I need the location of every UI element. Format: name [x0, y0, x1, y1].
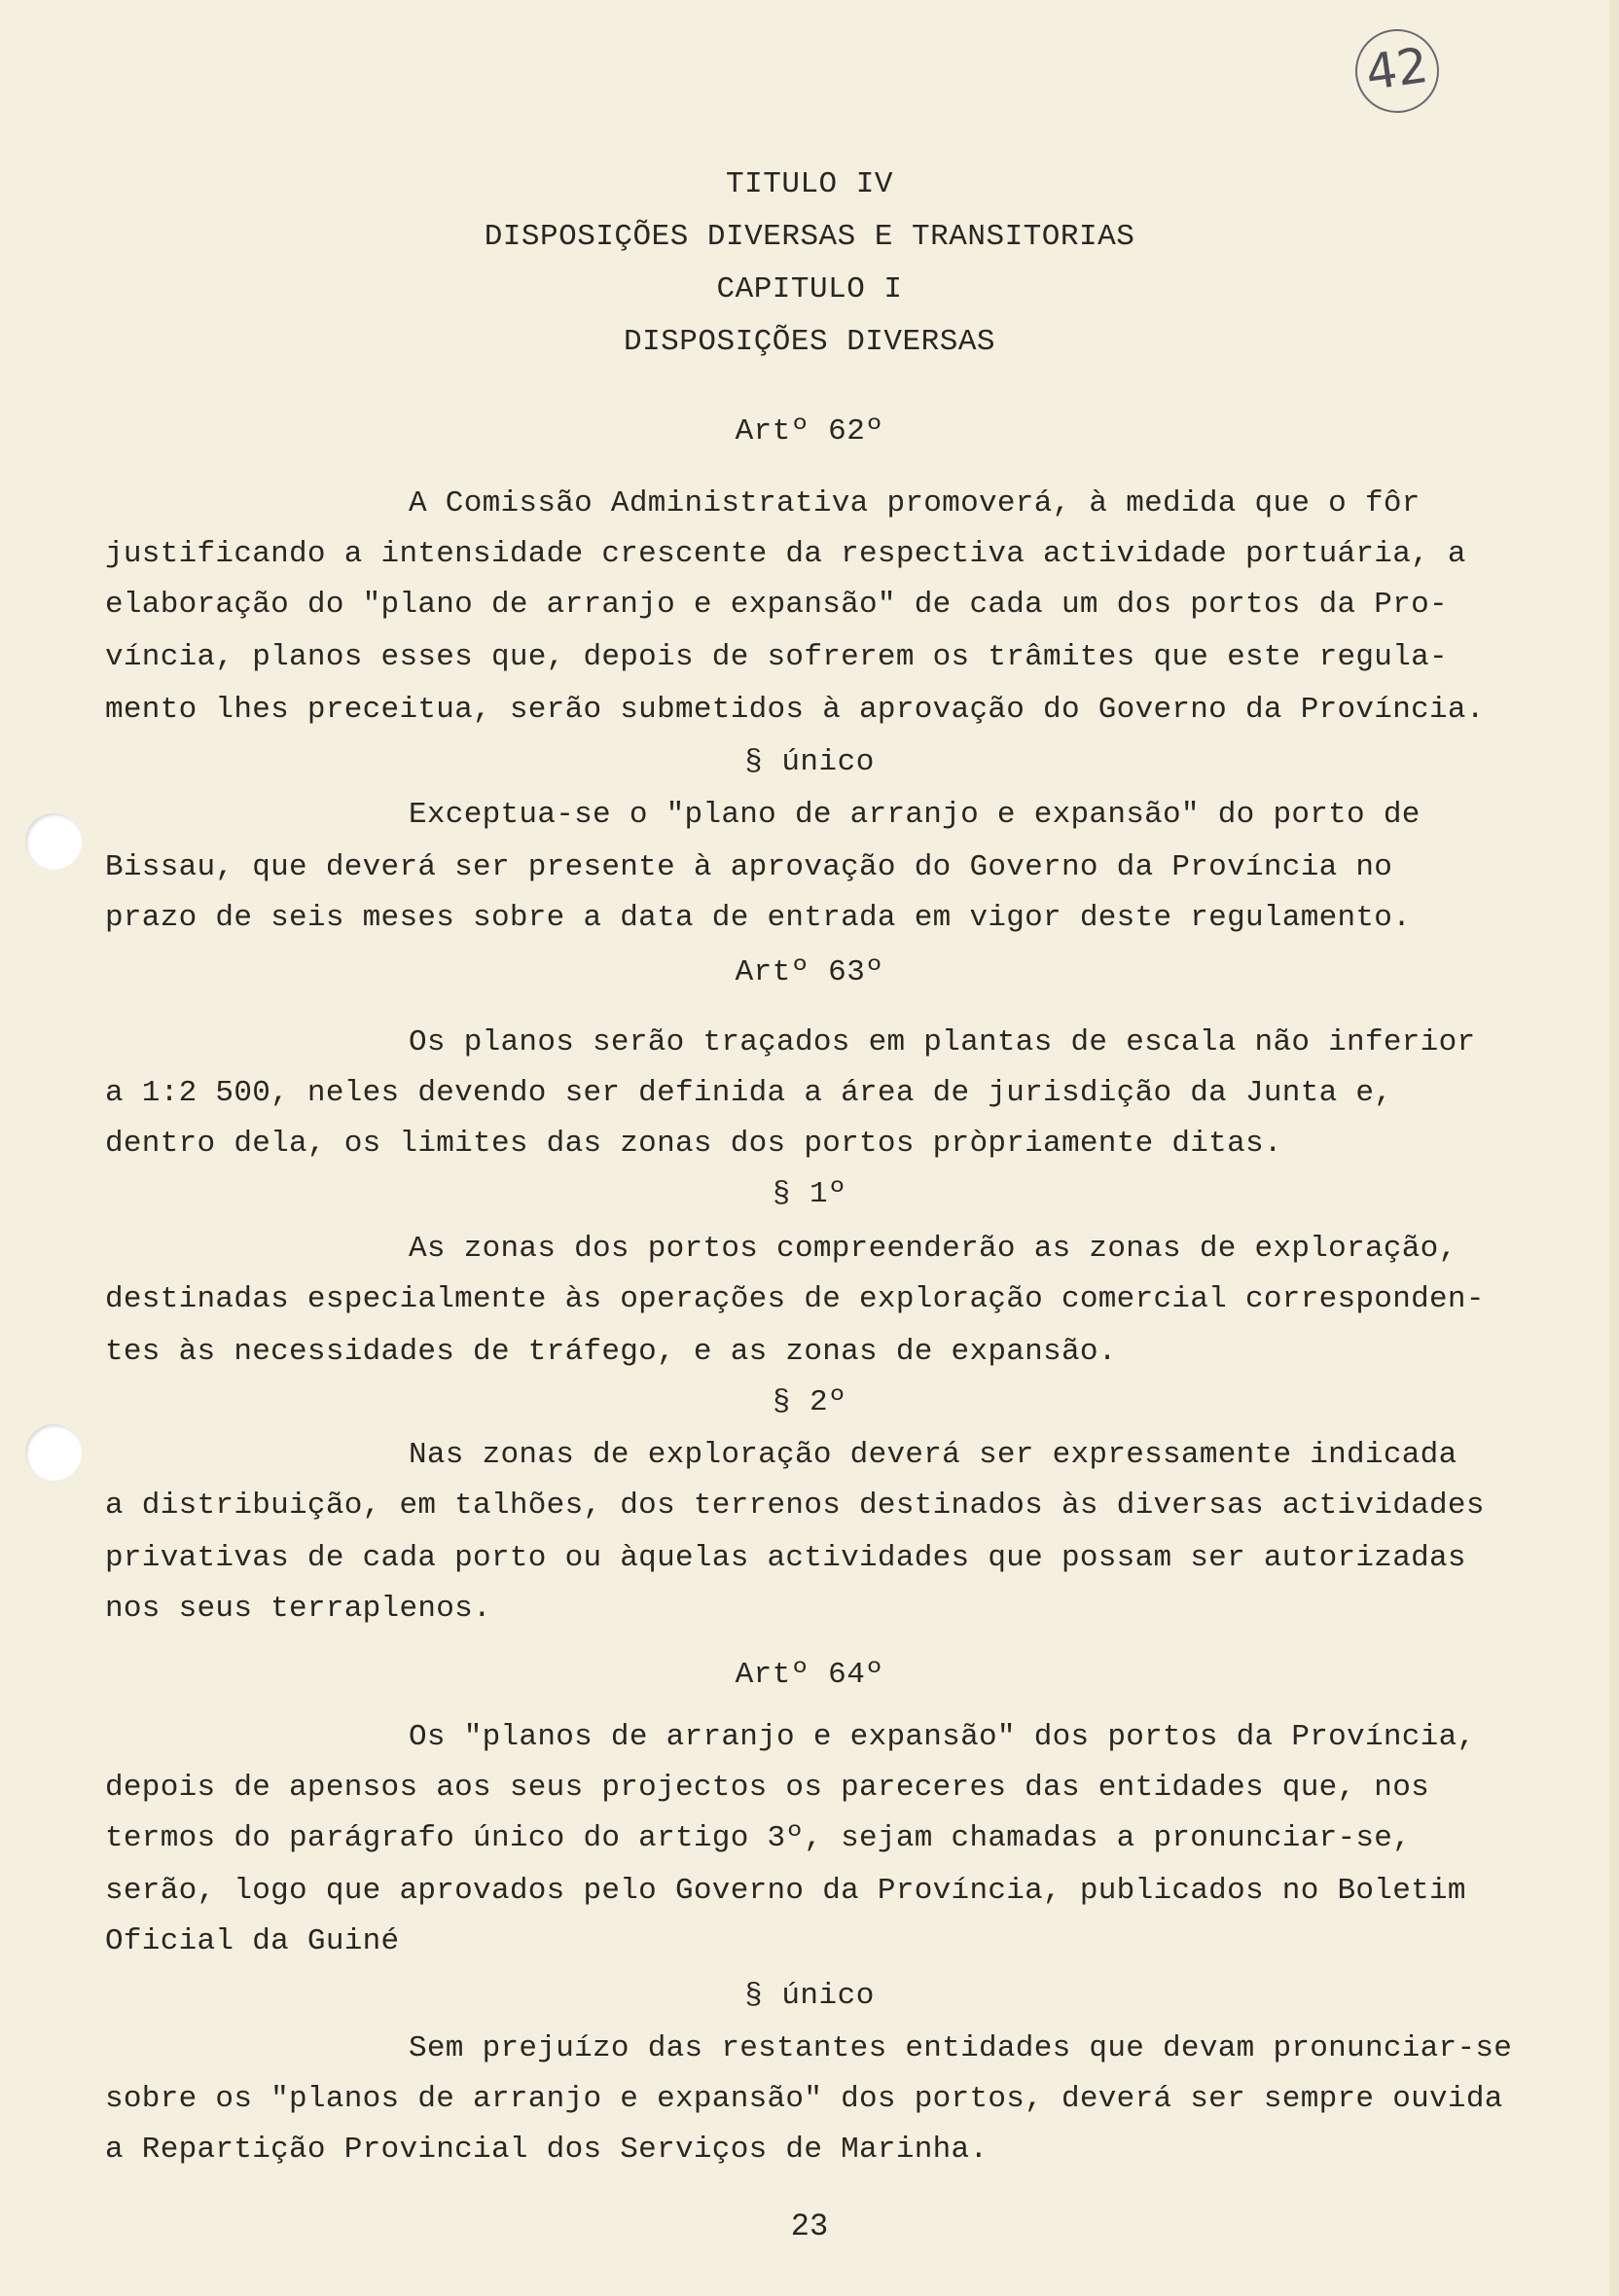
handwritten-page-number: 42 — [1349, 23, 1444, 118]
article-64-line: serão, logo que aprovados pelo Governo da Província, publicados no Boletim — [105, 1874, 1466, 1908]
article-63-line: a 1:2 500, neles devendo ser definida a área de jurisdição da Junta e, — [105, 1076, 1393, 1110]
article-63-heading: Artº 63º — [735, 955, 884, 989]
article-63-paragraph-1-line: tes às necessidades de tráfego, e as zonas de expansão. — [105, 1335, 1117, 1369]
article-62-paragraph-heading: § único — [744, 745, 875, 779]
article-63-paragraph-2-heading: § 2º — [772, 1385, 847, 1419]
article-63-line: Os planos serão traçados em plantas de escala não inferior — [409, 1025, 1476, 1059]
article-64-paragraph-line: Sem prejuízo das restantes entidades que devam pronunciar-se — [409, 2031, 1513, 2065]
article-63-paragraph-1-heading: § 1º — [772, 1177, 847, 1211]
article-64-line: Os "planos de arranjo e expansão" dos portos da Província, — [409, 1720, 1476, 1754]
article-63-paragraph-2-line: a distribuição, em talhões, dos terrenos destinados às diversas actividades — [105, 1489, 1485, 1523]
capitulo-title: DISPOSIÇÕES DIVERSAS — [623, 325, 996, 359]
punch-hole-top — [25, 813, 82, 870]
article-62-line: justificando a intensidade crescente da respectiva actividade portuária, a — [105, 537, 1466, 571]
page-number: 23 — [790, 2208, 829, 2244]
article-64-line: depois de apensos aos seus projectos os pareceres das entidades que, nos — [105, 1771, 1430, 1805]
article-62-paragraph-line: Bissau, que deverá ser presente à aprovação do Governo da Província no — [105, 850, 1393, 884]
article-64-paragraph-line: a Repartição Provincial dos Serviços de Marinha. — [105, 2133, 989, 2167]
article-64-heading: Artº 64º — [735, 1658, 884, 1692]
article-62-line: A Comissão Administrativa promoverá, à medida que o fôr — [409, 486, 1421, 520]
article-62-line: mento lhes preceitua, serão submetidos à aprovação do Governo da Província. — [105, 693, 1485, 727]
article-64-line: Oficial da Guiné — [105, 1924, 400, 1958]
article-62-paragraph-line: prazo de seis meses sobre a data de entrada em vigor deste regulamento. — [105, 901, 1412, 935]
capitulo-heading: CAPITULO I — [716, 272, 903, 306]
titulo-subheading: DISPOSIÇÕES DIVERSAS E TRANSITORIAS — [484, 220, 1135, 254]
article-63-paragraph-1-line: destinadas especialmente às operações de exploração comercial corresponden- — [105, 1282, 1485, 1316]
article-62-line: víncia, planos esses que, depois de sofrerem os trâmites que este regula- — [105, 640, 1448, 674]
titulo-heading: TITULO IV — [726, 167, 893, 201]
article-64-paragraph-line: sobre os "planos de arranjo e expansão" dos portos, deverá ser sempre ouvida — [105, 2082, 1503, 2116]
article-63-paragraph-1-line: As zonas dos portos compreenderão as zonas de exploração, — [409, 1232, 1457, 1266]
article-62-paragraph-line: Exceptua-se o "plano de arranjo e expansão" do porto de — [409, 798, 1421, 832]
punch-hole-bottom — [25, 1424, 82, 1481]
article-64-paragraph-heading: § único — [744, 1979, 875, 2013]
article-62-heading: Artº 62º — [735, 414, 884, 448]
article-64-line: termos do parágrafo único do artigo 3º, sejam chamadas a pronunciar-se, — [105, 1821, 1412, 1855]
article-63-paragraph-2-line: Nas zonas de exploração deverá ser expressamente indicada — [409, 1438, 1457, 1472]
article-63-line: dentro dela, os limites das zonas dos portos pròpriamente ditas. — [105, 1127, 1282, 1161]
article-63-paragraph-2-line: privativas de cada porto ou àquelas actividades que possam ser autorizadas — [105, 1541, 1466, 1575]
article-62-line: elaboração do "plano de arranjo e expansão" de cada um dos portos da Pro- — [105, 588, 1448, 622]
article-63-paragraph-2-line: nos seus terraplenos. — [105, 1592, 491, 1626]
